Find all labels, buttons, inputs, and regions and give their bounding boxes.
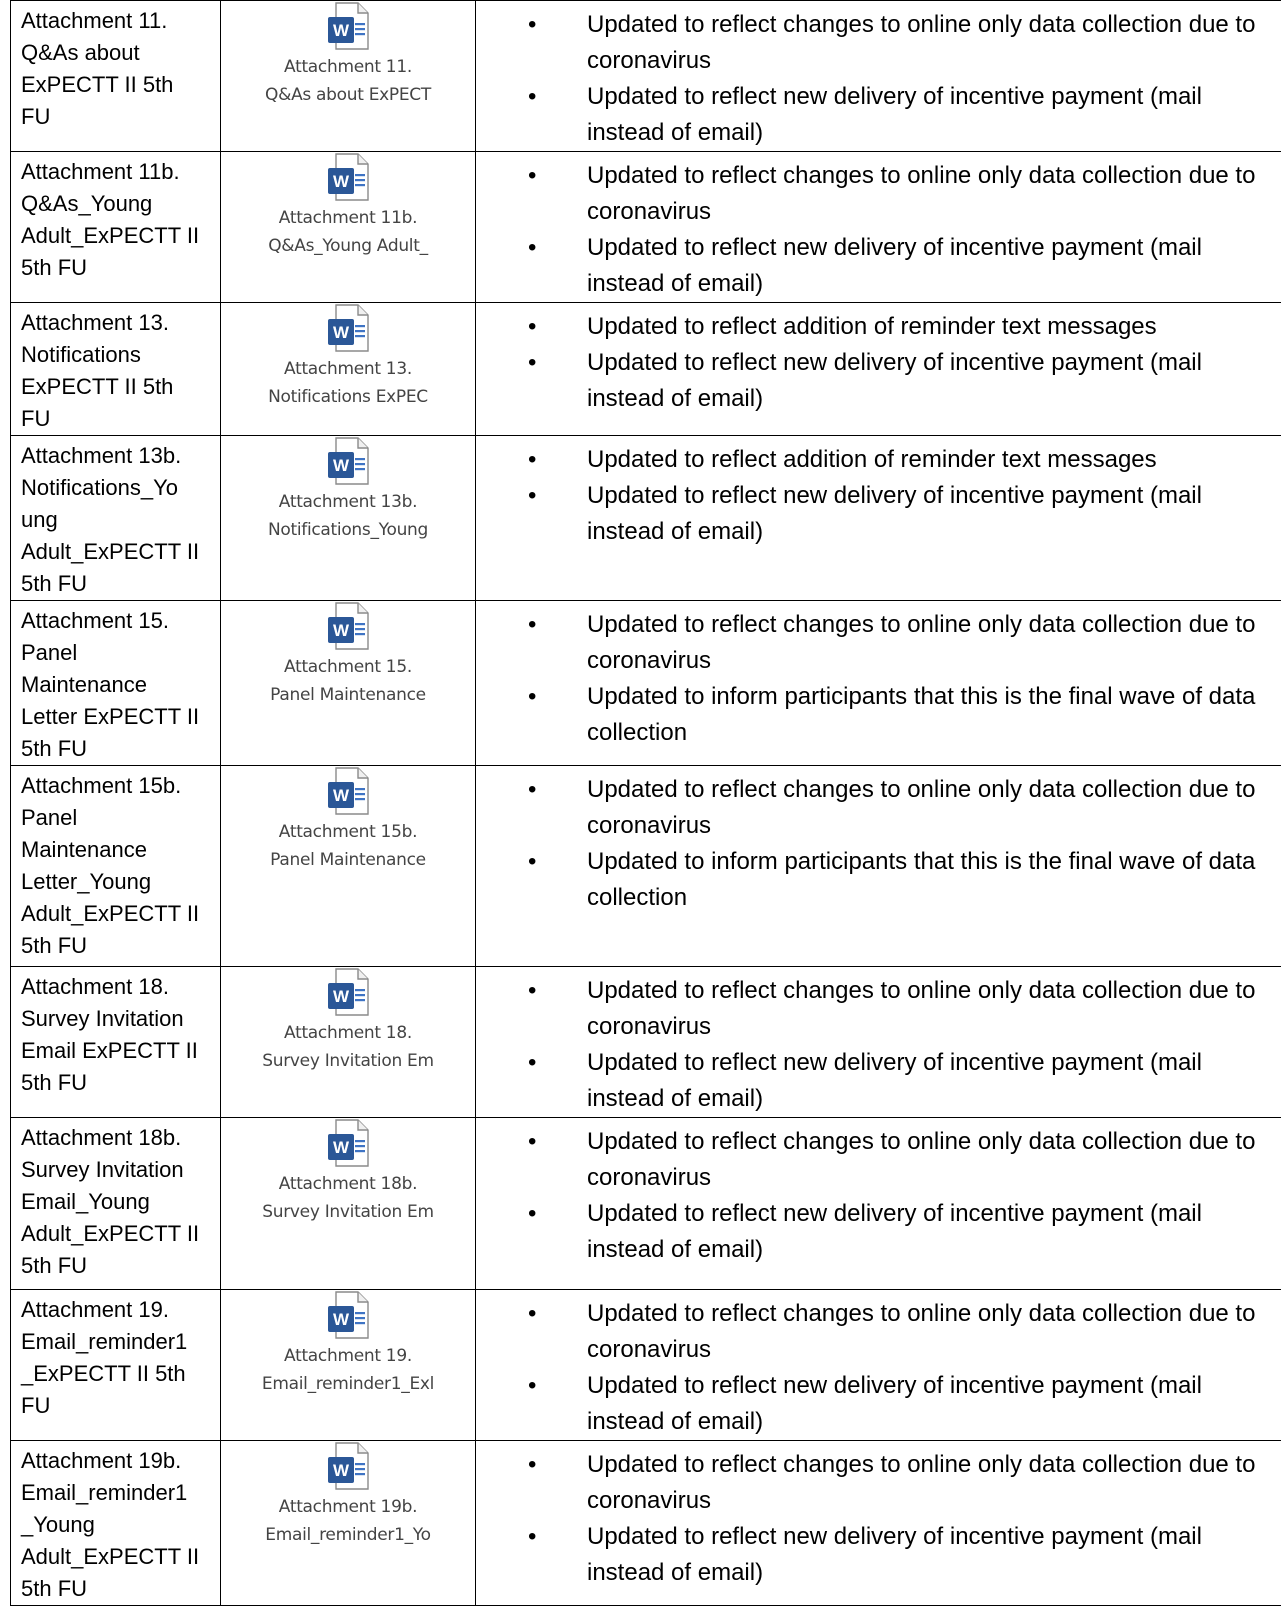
word-document-icon [324,1441,372,1493]
attachment-name-cell [11,1290,221,1441]
change-note: • Updated to reflect changes to online only data collection due to coronavirus [476,1447,1273,1519]
embedded-file-object[interactable] [221,967,475,1075]
attachment-name-cell [11,436,221,601]
attachment-name-cell [11,1,221,152]
file-caption-line2: Notifications_Young [241,516,456,544]
attachment-name: Attachment 18b. Survey Invitation Email_Young Adult_ExPECTT II 5th FU [11,1118,220,1282]
file-caption-line2: Notifications ExPEC [241,383,456,411]
change-notes-list [476,303,1281,417]
attachment-name: Attachment 13. Notifications ExPECTT II 5th FU [11,303,220,435]
svg-text:W: W [333,987,350,1006]
change-note: • Updated to reflect new delivery of incentive payment (mail instead of email) [476,1368,1273,1440]
table-row [11,152,1281,303]
change-notes-list [476,152,1281,302]
table-row [11,1,1281,152]
embedded-file-object[interactable] [221,303,475,411]
table-row [11,601,1281,766]
attachment-name: Attachment 19b. Email_reminder1 _Young Adult_ExPECTT II 5th FU [11,1441,220,1605]
embedded-file-object[interactable] [221,601,475,709]
embedded-file-object[interactable] [221,766,475,874]
table-row [11,1290,1281,1441]
embedded-file-cell [221,152,476,303]
file-caption-line1: Attachment 19. [241,1342,456,1370]
change-note: • Updated to reflect new delivery of incentive payment (mail instead of email) [476,478,1273,550]
change-note: • Updated to reflect new delivery of incentive payment (mail instead of email) [476,1196,1273,1268]
file-caption-line1: Attachment 15b. [241,818,456,846]
change-notes-list [476,1,1281,151]
change-notes-cell [476,1441,1281,1606]
embedded-file-object[interactable] [221,152,475,260]
embedded-file-object[interactable] [221,1,475,109]
file-caption-line1: Attachment 11. [241,53,456,81]
change-notes-list [476,1118,1281,1268]
change-note: • Updated to reflect new delivery of incentive payment (mail instead of email) [476,230,1273,302]
change-notes-list [476,766,1281,916]
svg-text:W: W [333,21,350,40]
table-row [11,1441,1281,1606]
svg-text:W: W [333,1461,350,1480]
word-document-icon [324,967,372,1019]
change-note: • Updated to reflect changes to online only data collection due to coronavirus [476,1124,1273,1196]
attachment-name-cell [11,1441,221,1606]
embedded-file-cell [221,766,476,967]
file-caption-line1: Attachment 19b. [241,1493,456,1521]
attachment-name-cell [11,1118,221,1290]
file-caption-line2: Survey Invitation Em [241,1047,456,1075]
attachments-changes-table [10,0,1281,1606]
word-document-icon [324,766,372,818]
svg-text:W: W [333,1138,350,1157]
change-notes-list [476,1290,1281,1440]
attachment-name-cell [11,601,221,766]
svg-text:W: W [333,621,350,640]
change-note: • Updated to inform participants that this is the final wave of data collection [476,679,1273,751]
embedded-file-object[interactable] [221,1118,475,1226]
change-notes-cell [476,303,1281,436]
attachment-name: Attachment 15b. Panel Maintenance Letter_Young Adult_ExPECTT II 5th FU [11,766,220,962]
table-row [11,436,1281,601]
file-caption-line1: Attachment 18b. [241,1170,456,1198]
svg-text:W: W [333,456,350,475]
change-note: • Updated to reflect changes to online only data collection due to coronavirus [476,973,1273,1045]
embedded-file-object[interactable] [221,1290,475,1398]
change-note: • Updated to reflect new delivery of incentive payment (mail instead of email) [476,79,1273,151]
file-caption-line2: Panel Maintenance [241,681,456,709]
change-note: • Updated to reflect new delivery of incentive payment (mail instead of email) [476,345,1273,417]
change-notes-cell [476,766,1281,967]
change-notes-list [476,967,1281,1117]
word-document-icon [324,1290,372,1342]
change-notes-cell [476,436,1281,601]
change-notes-cell [476,967,1281,1118]
word-document-icon [324,1118,372,1170]
table-row [11,303,1281,436]
embedded-file-cell [221,1290,476,1441]
embedded-file-cell [221,967,476,1118]
attachment-name-cell [11,303,221,436]
file-caption-line1: Attachment 18. [241,1019,456,1047]
embedded-file-cell [221,1441,476,1606]
svg-text:W: W [333,786,350,805]
attachment-name: Attachment 18. Survey Invitation Email ExPECTT II 5th FU [11,967,220,1099]
change-notes-list [476,436,1281,550]
svg-text:W: W [333,323,350,342]
change-note: • Updated to reflect changes to online only data collection due to coronavirus [476,607,1273,679]
file-caption-line2: Q&As about ExPECT [241,81,456,109]
table-row [11,1118,1281,1290]
table-row [11,967,1281,1118]
attachment-name-cell [11,967,221,1118]
attachment-name: Attachment 15. Panel Maintenance Letter ExPECTT II 5th FU [11,601,220,765]
attachment-name: Attachment 11b. Q&As_Young Adult_ExPECTT II 5th FU [11,152,220,284]
file-caption-line2: Email_reminder1_Exl [241,1370,456,1398]
word-document-icon [324,303,372,355]
change-notes-cell [476,1118,1281,1290]
file-caption-line1: Attachment 13b. [241,488,456,516]
change-note: • Updated to reflect changes to online only data collection due to coronavirus [476,1296,1273,1368]
embedded-file-cell [221,1118,476,1290]
change-notes-cell [476,1,1281,152]
embedded-file-cell [221,436,476,601]
change-notes-cell [476,601,1281,766]
word-document-icon [324,152,372,204]
file-caption-line1: Attachment 15. [241,653,456,681]
attachment-name: Attachment 11. Q&As about ExPECTT II 5th FU [11,1,220,133]
table-body [11,1,1281,1606]
embedded-file-object[interactable] [221,1441,475,1549]
file-caption-line1: Attachment 11b. [241,204,456,232]
word-document-icon [324,601,372,653]
attachment-name-cell [11,766,221,967]
embedded-file-cell [221,601,476,766]
file-caption-line2: Panel Maintenance [241,846,456,874]
embedded-file-object[interactable] [221,436,475,544]
attachment-name-cell [11,152,221,303]
embedded-file-cell [221,1,476,152]
attachment-name: Attachment 19. Email_reminder1 _ExPECTT II 5th FU [11,1290,220,1422]
word-document-icon [324,436,372,488]
attachment-name: Attachment 13b. Notifications_Yo ung Adult_ExPECTT II 5th FU [11,436,220,600]
change-note: • Updated to reflect addition of reminder text messages [476,442,1273,478]
file-caption-line2: Email_reminder1_Yo [241,1521,456,1549]
file-caption-line1: Attachment 13. [241,355,456,383]
change-note: • Updated to inform participants that this is the final wave of data collection [476,844,1273,916]
change-notes-cell [476,1290,1281,1441]
change-notes-list [476,1441,1281,1591]
change-note: • Updated to reflect new delivery of incentive payment (mail instead of email) [476,1519,1273,1591]
file-caption-line2: Survey Invitation Em [241,1198,456,1226]
change-note: • Updated to reflect changes to online only data collection due to coronavirus [476,158,1273,230]
change-note: • Updated to reflect changes to online only data collection due to coronavirus [476,772,1273,844]
table-row [11,766,1281,967]
svg-text:W: W [333,1310,350,1329]
change-notes-list [476,601,1281,751]
svg-text:W: W [333,172,350,191]
embedded-file-cell [221,303,476,436]
change-note: • Updated to reflect new delivery of incentive payment (mail instead of email) [476,1045,1273,1117]
change-notes-cell [476,152,1281,303]
change-note: • Updated to reflect changes to online only data collection due to coronavirus [476,7,1273,79]
file-caption-line2: Q&As_Young Adult_ [241,232,456,260]
change-note: • Updated to reflect addition of reminder text messages [476,309,1273,345]
word-document-icon [324,1,372,53]
